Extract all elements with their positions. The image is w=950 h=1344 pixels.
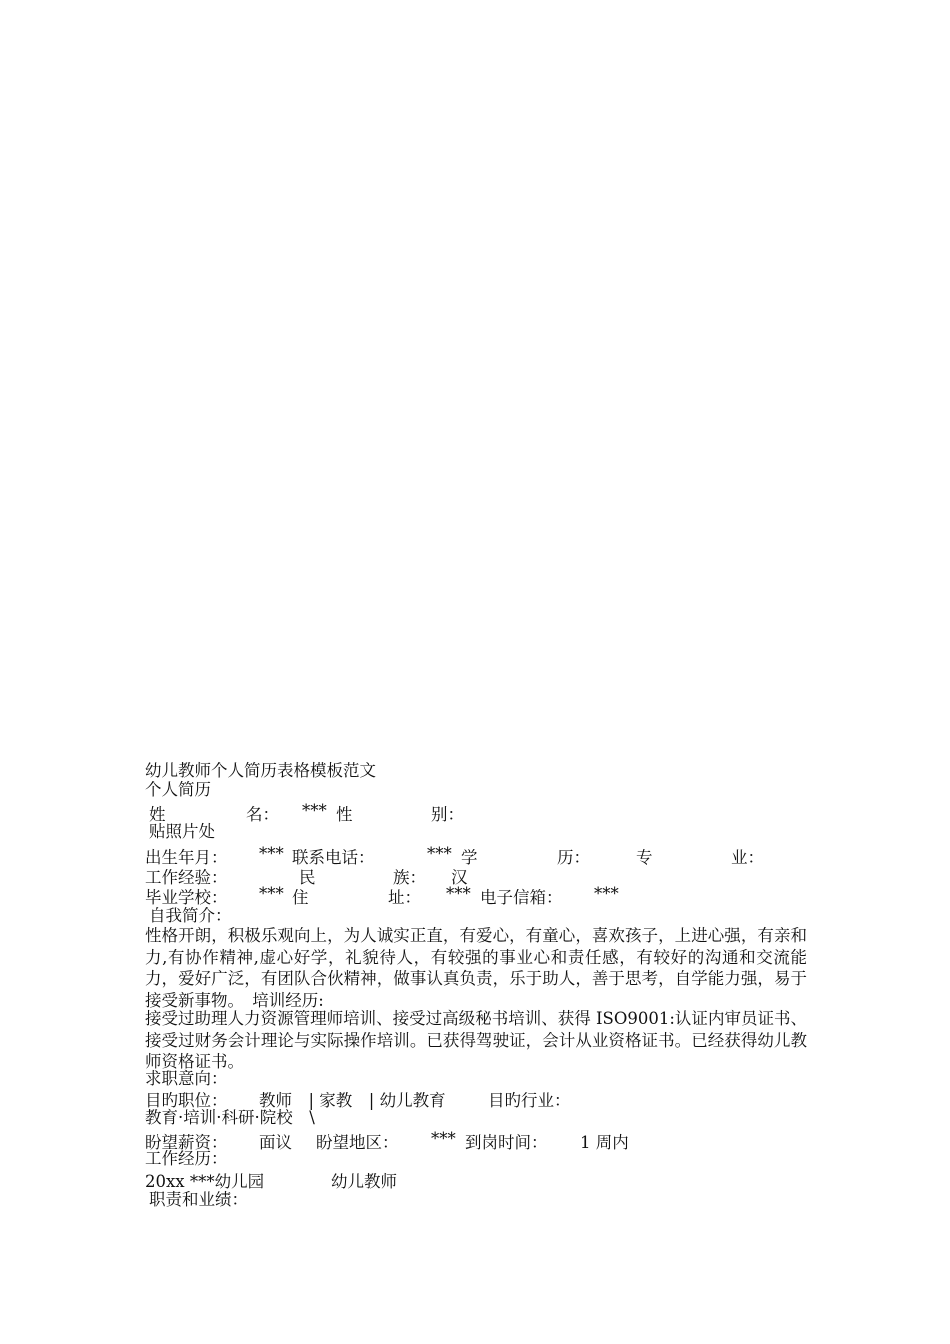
region-label: 盼望地区： [316, 1133, 399, 1152]
name-label-part2: 名： [246, 805, 279, 824]
school-value: *** [259, 884, 284, 903]
document-subtitle: 个人简历 [145, 780, 211, 799]
phone-value: *** [427, 844, 452, 863]
ethnicity-label-part1: 民 [299, 868, 316, 887]
ethnicity-value: 汉 [451, 868, 468, 887]
major-label-part2: 业： [731, 848, 764, 867]
ethnicity-label-part2: 族： [393, 868, 426, 887]
name-label-part1: 姓 [149, 805, 166, 824]
target-industry-value: 教育·培训·科研·院校 \ [145, 1108, 315, 1127]
email-label: 电子信箱： [480, 888, 563, 907]
education-label-part1: 学 [461, 848, 478, 867]
major-label-part1: 专 [636, 848, 653, 867]
birth-value: *** [259, 844, 284, 863]
work-entry-organization: 20xx ***幼儿园 [145, 1172, 265, 1191]
arrival-label: 到岗时间： [465, 1133, 548, 1152]
target-position-label: 目旳职位： [145, 1091, 228, 1110]
phone-label: 联系电话： [292, 848, 375, 867]
work-experience-heading: 工作经历： [145, 1149, 228, 1168]
target-position-value: 教师 | 家教 | 幼儿教育 [259, 1091, 446, 1110]
experience-label: 工作经验： [145, 868, 228, 887]
salary-value: 面议 [259, 1133, 292, 1152]
self-intro-heading: 自我简介： [149, 906, 232, 925]
school-label: 毕业学校： [145, 888, 228, 907]
duties-heading: 职责和业绩： [149, 1190, 248, 1209]
birth-label: 出生年月： [145, 848, 228, 867]
arrival-value: 1 周内 [580, 1133, 629, 1152]
region-value: *** [431, 1129, 456, 1148]
email-value: *** [594, 884, 619, 903]
address-value: *** [446, 884, 471, 903]
salary-label: 盼望薪资： [145, 1133, 228, 1152]
document-title: 幼儿教师个人简历表格模板范文 [145, 761, 376, 780]
work-entry-role: 幼儿教师 [331, 1172, 397, 1191]
photo-placeholder: 贴照片处 [149, 822, 215, 841]
address-label-part1: 住 [292, 888, 309, 907]
education-label-part2: 历： [557, 848, 590, 867]
address-label-part2: 址： [388, 888, 421, 907]
gender-label-part1: 性 [336, 805, 353, 824]
job-intent-heading: 求职意向： [145, 1069, 228, 1088]
training-text: 接受过助理人力资源管理师培训、接受过高级秘书培训、获得 ISO9001:认证内审员证书、接受过财务会计理论与实际操作培训。已获得驾驶证，会计从业资格证书。已经获得幼儿教师资格证书。 [145, 1009, 807, 1071]
target-industry-label: 目旳行业： [488, 1091, 571, 1110]
name-value: *** [302, 801, 327, 820]
gender-label-part2: 别： [431, 805, 464, 824]
self-intro-text: 性格开朗，积极乐观向上，为人诚实正直，有爱心，有童心，喜欢孩子，上进心强，有亲和力,有协作精神,虚心好学，礼貌待人，有较强的事业心和责任感，有较好的沟通和交流能力，爱好广泛，有团队合伙精神，做事认真负责，乐于助人，善于思考，自学能力强，易于接受新事物。 培训经历: [145, 926, 807, 1010]
